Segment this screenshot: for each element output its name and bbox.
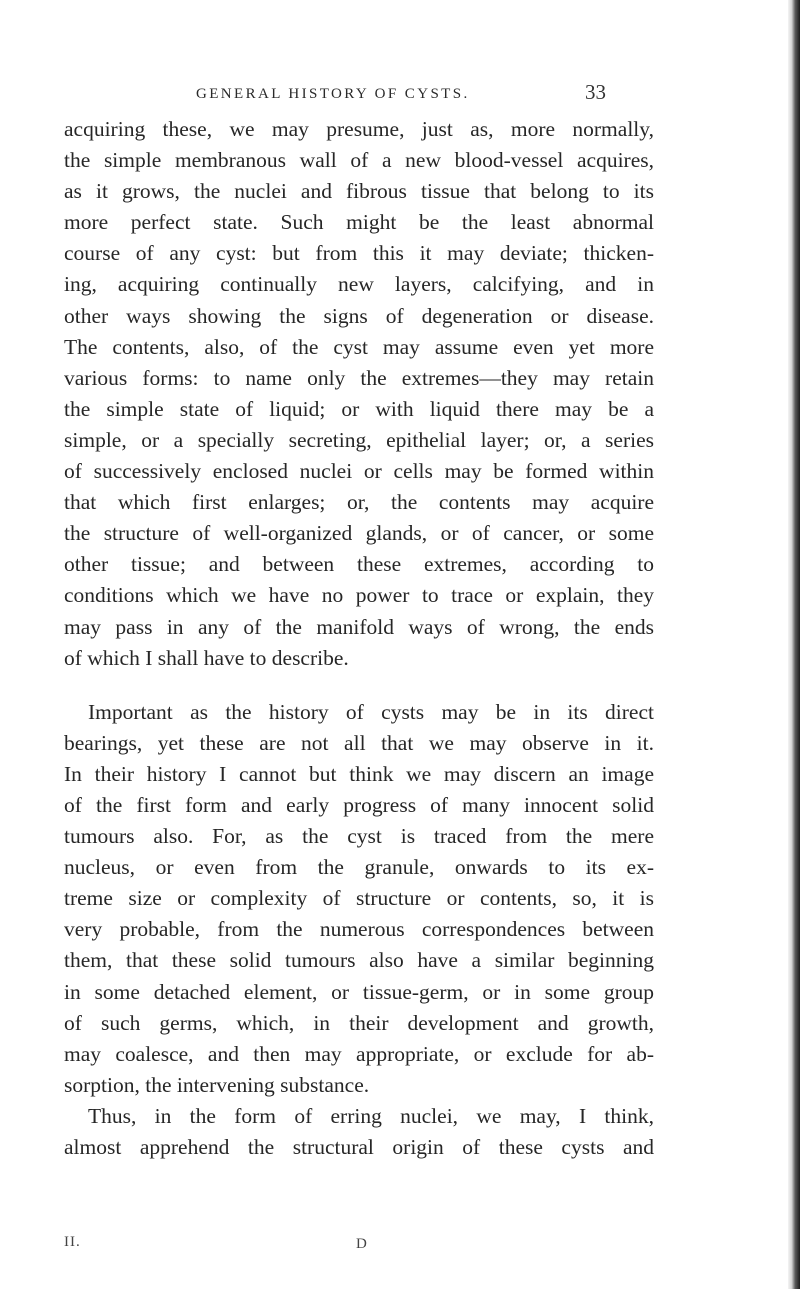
text-line: may coalesce, and then may appropriate, or exclude for ab- [64,1041,654,1066]
text-line: various forms: to name only the extremes—they may retain [64,365,654,390]
page-binding-edge [788,0,800,1289]
text-line: tumours also. For, as the cyst is traced from the mere [64,824,654,849]
text-line: In their history I cannot but think we may discern an image [64,761,654,786]
volume-signature: II. [64,1234,81,1250]
paragraph-spacer [64,674,654,697]
text-line: sorption, the intervening substance. [64,1072,370,1097]
text-line: Thus, in the form of erring nuclei, we may, I think, [88,1103,654,1128]
text-line: bearings, yet these are not all that we may observe in it. [64,730,654,755]
text-line: may pass in any of the manifold ways of wrong, the ends [64,614,654,639]
gathering-signature: D [356,1236,367,1252]
page-number: 33 [585,80,606,104]
text-line: Important as the history of cysts may be in its direct [88,699,654,724]
text-line: of such germs, which, in their development and growth, [64,1010,654,1035]
text-line: treme size or complexity of structure or contents, so, it is [64,886,654,911]
text-line: other tissue; and between these extremes, according to [64,552,654,577]
text-line: almost apprehend the structural origin of these cysts and [64,1135,654,1159]
text-line: of successively enclosed nuclei or cells may be formed within [64,459,654,484]
text-line: nucleus, or even from the granule, onwards to its ex- [64,855,654,880]
running-title: GENERAL HISTORY OF CYSTS. [196,86,470,102]
text-line: in some detached element, or tissue-germ, or in some group [64,979,654,1004]
text-line: course of any cyst: but from this it may deviate; thicken- [64,241,654,266]
text-line: ing, acquiring continually new layers, calcifying, and in [64,272,654,297]
text-line: simple, or a specially secreting, epithelial layer; or, a series [64,427,654,452]
text-line: that which first enlarges; or, the contents may acquire [64,490,654,515]
text-line: The contents, also, of the cyst may assume even yet more [64,334,654,359]
text-line: conditions which we have no power to trace or explain, they [64,583,654,608]
text-line: the structure of well-organized glands, or of cancer, or some [64,521,654,546]
text-line: more perfect state. Such might be the least abnormal [64,210,654,235]
text-line: acquiring these, we may presume, just as, more normally, [64,117,654,141]
text-line: other ways showing the signs of degeneration or disease. [64,303,654,328]
paragraph-2 [64,697,654,1101]
text-line: of which I shall have to describe. [64,645,349,670]
paragraph-1 [64,114,654,674]
text-line: very probable, from the numerous correspondences between [64,917,654,942]
paragraph-3 [64,1101,654,1163]
text-line: them, that these solid tumours also have a similar beginning [64,948,654,973]
text-line: the simple state of liquid; or with liquid there may be a [64,396,654,421]
text-line: the simple membranous wall of a new blood-vessel acquires, [64,148,654,173]
text-line: of the first form and early progress of many innocent solid [64,792,654,817]
body-text [64,114,654,1163]
text-line: as it grows, the nuclei and fibrous tissue that belong to its [64,179,654,204]
